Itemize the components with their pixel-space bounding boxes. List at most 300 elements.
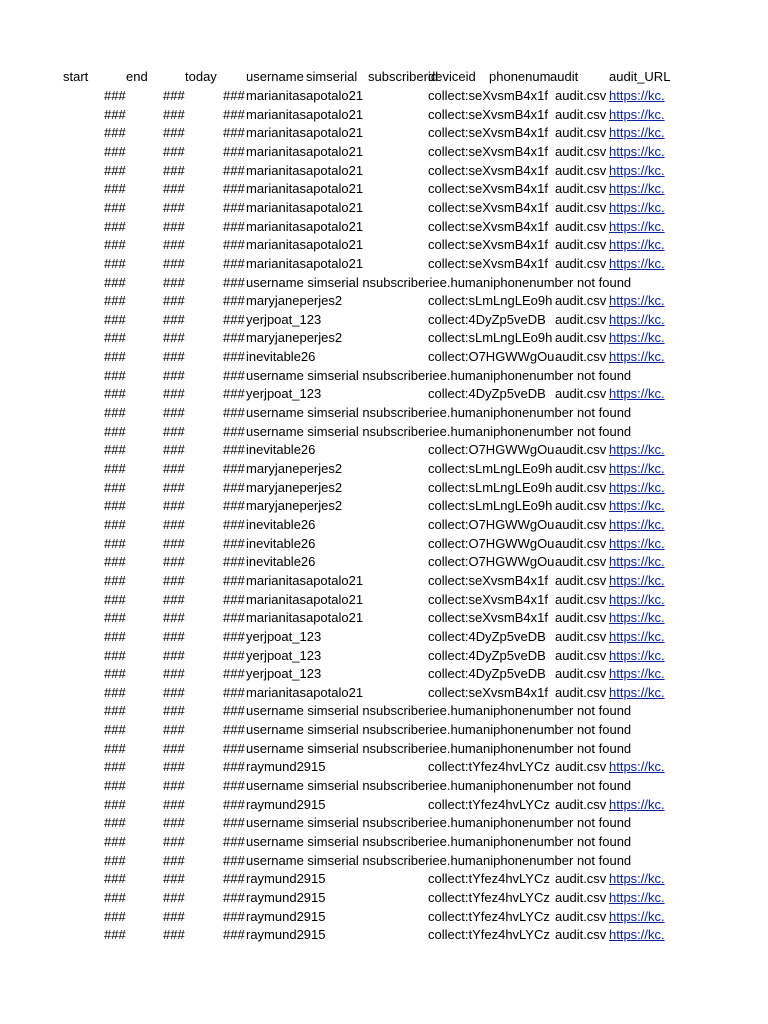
cell-audit-url-link[interactable]: https://kc.	[609, 889, 665, 905]
table-row	[0, 721, 768, 740]
cell-username: raymund2915	[246, 889, 326, 905]
cell-username: marianitasapotalo21	[246, 143, 364, 159]
cell-end: ###	[163, 740, 185, 756]
cell-deviceid: collect:seXvsmB4x1f	[428, 181, 548, 197]
cell-today: ###	[223, 759, 245, 775]
cell-audit-url-link[interactable]: https://kc.	[609, 218, 665, 234]
cell-deviceid: collect:seXvsmB4x1f	[428, 237, 548, 253]
cell-start: ###	[104, 442, 126, 458]
cell-audit-url-link[interactable]: https://kc.	[609, 908, 665, 924]
cell-today: ###	[223, 143, 245, 159]
cell-today: ###	[223, 852, 245, 868]
cell-audit-url-link[interactable]: https://kc.	[609, 255, 665, 271]
cell-end: ###	[163, 311, 185, 327]
cell-username: marianitasapotalo21	[246, 88, 364, 103]
table-row	[0, 758, 768, 777]
cell-audit: audit.csv	[555, 889, 607, 905]
cell-today: ###	[223, 367, 245, 383]
cell-today: ###	[223, 647, 245, 663]
cell-end: ###	[163, 367, 185, 383]
cell-end: ###	[163, 442, 185, 458]
cell-error-message: username simserial nsubscriberiee.humaniphonenumber not found	[246, 834, 632, 849]
cell-today: ###	[223, 610, 245, 626]
cell-username: marianitasapotalo21	[246, 199, 364, 215]
cell-today: ###	[223, 349, 245, 365]
table-row	[0, 180, 768, 199]
cell-start: ###	[104, 796, 126, 812]
cell-audit: audit.csv	[555, 386, 607, 402]
cell-username: marianitasapotalo21	[246, 162, 364, 178]
cell-username: marianitasapotalo21	[246, 591, 364, 607]
cell-audit: audit.csv	[555, 143, 607, 159]
cell-audit-url-link[interactable]: https://kc.	[609, 106, 665, 122]
cell-start: ###	[104, 871, 126, 887]
cell-today: ###	[223, 106, 245, 122]
cell-deviceid: collect:seXvsmB4x1f	[428, 106, 548, 122]
cell-audit-url-link[interactable]: https://kc.	[609, 293, 665, 309]
cell-deviceid: collect:seXvsmB4x1f	[428, 143, 548, 159]
cell-end: ###	[163, 554, 185, 570]
cell-username: raymund2915	[246, 796, 326, 812]
cell-end: ###	[163, 461, 185, 476]
cell-deviceid: collect:4DyZp5veDB	[428, 311, 546, 327]
cell-today: ###	[223, 218, 245, 234]
cell-deviceid: collect:tYfez4hvLYCz	[428, 796, 550, 812]
cell-username: yerjpoat_123	[246, 628, 322, 644]
cell-audit-url-link[interactable]: https://kc.	[609, 666, 665, 682]
header-phonenumber: phonenum	[489, 69, 551, 84]
cell-audit: audit.csv	[555, 199, 607, 215]
cell-audit-url-link[interactable]: https://kc.	[609, 386, 665, 402]
cell-audit: audit.csv	[555, 610, 607, 626]
cell-end: ###	[163, 759, 185, 775]
cell-audit-url-link[interactable]: https://kc.	[609, 199, 665, 215]
cell-end: ###	[163, 628, 185, 644]
cell-start: ###	[104, 516, 126, 532]
cell-audit-url-link[interactable]: https://kc.	[609, 88, 665, 103]
cell-today: ###	[223, 125, 245, 141]
cell-username: maryjaneperjes2	[246, 330, 343, 346]
cell-deviceid: collect:seXvsmB4x1f	[428, 610, 548, 626]
cell-username: yerjpoat_123	[246, 386, 322, 402]
cell-username: marianitasapotalo21	[246, 125, 364, 141]
cell-start: ###	[104, 591, 126, 607]
table-row	[0, 684, 768, 703]
cell-today: ###	[223, 181, 245, 197]
cell-deviceid: collect:sLmLngLEo9h	[428, 498, 553, 514]
cell-audit-url-link[interactable]: https://kc.	[609, 796, 665, 812]
header-simserial: simserial	[306, 69, 358, 84]
cell-username: maryjaneperjes2	[246, 293, 343, 309]
cell-audit-url-link[interactable]: https://kc.	[609, 628, 665, 644]
cell-audit-url-link[interactable]: https://kc.	[609, 461, 665, 476]
cell-audit-url-link[interactable]: https://kc.	[609, 572, 665, 588]
cell-end: ###	[163, 647, 185, 663]
cell-audit-url-link[interactable]: https://kc.	[609, 498, 665, 514]
cell-error-message: username simserial nsubscriberiee.humaniphonenumber not found	[246, 778, 632, 794]
cell-audit-url-link[interactable]: https://kc.	[609, 647, 665, 663]
cell-end: ###	[163, 778, 185, 794]
cell-start: ###	[104, 311, 126, 327]
cell-deviceid: collect:seXvsmB4x1f	[428, 162, 548, 178]
cell-today: ###	[223, 666, 245, 682]
cell-end: ###	[163, 927, 185, 943]
cell-audit: audit.csv	[555, 647, 607, 663]
cell-audit: audit.csv	[555, 498, 607, 514]
cell-today: ###	[223, 386, 245, 402]
table-row	[0, 218, 768, 237]
table-row	[0, 796, 768, 815]
cell-username: raymund2915	[246, 908, 326, 924]
table-row	[0, 926, 768, 945]
cell-start: ###	[104, 274, 126, 290]
cell-start: ###	[104, 498, 126, 514]
header-end: end	[126, 69, 148, 84]
cell-deviceid: collect:seXvsmB4x1f	[428, 684, 548, 700]
cell-error-message: username simserial nsubscriberiee.humaniphonenumber not found	[246, 423, 632, 439]
cell-start: ###	[104, 349, 126, 365]
cell-deviceid: collect:O7HGWWgOu	[428, 349, 555, 365]
cell-start: ###	[104, 423, 126, 439]
cell-end: ###	[163, 498, 185, 514]
cell-today: ###	[223, 330, 245, 346]
cell-today: ###	[223, 815, 245, 831]
cell-start: ###	[104, 479, 126, 495]
table-row	[0, 609, 768, 628]
cell-start: ###	[104, 199, 126, 215]
cell-audit-url-link[interactable]: https://kc.	[609, 554, 665, 570]
cell-deviceid: collect:O7HGWWgOu	[428, 516, 555, 532]
cell-username: marianitasapotalo21	[246, 237, 364, 253]
table-row	[0, 385, 768, 404]
cell-start: ###	[104, 181, 126, 197]
cell-username: marianitasapotalo21	[246, 684, 364, 700]
table-row	[0, 348, 768, 367]
cell-today: ###	[223, 274, 245, 290]
cell-audit-url-link[interactable]: https://kc.	[609, 143, 665, 159]
cell-end: ###	[163, 330, 185, 346]
cell-audit: audit.csv	[555, 591, 607, 607]
cell-end: ###	[163, 423, 185, 439]
table-row	[0, 665, 768, 684]
cell-username: inevitable26	[246, 349, 316, 365]
cell-deviceid: collect:sLmLngLEo9h	[428, 293, 553, 309]
cell-today: ###	[223, 927, 245, 943]
cell-end: ###	[163, 591, 185, 607]
cell-start: ###	[104, 572, 126, 588]
cell-today: ###	[223, 684, 245, 700]
cell-start: ###	[104, 554, 126, 570]
cell-audit-url-link[interactable]: https://kc.	[609, 479, 665, 495]
cell-deviceid: collect:O7HGWWgOu	[428, 554, 555, 570]
cell-end: ###	[163, 535, 185, 551]
cell-error-message: username simserial nsubscriberiee.humaniphonenumber not found	[246, 740, 632, 756]
cell-audit: audit.csv	[555, 330, 607, 346]
cell-start: ###	[104, 218, 126, 234]
cell-end: ###	[163, 162, 185, 178]
cell-audit-url-link[interactable]: https://kc.	[609, 684, 665, 700]
cell-end: ###	[163, 405, 185, 421]
cell-end: ###	[163, 386, 185, 402]
table-row	[0, 292, 768, 311]
cell-error-message: username simserial nsubscriberiee.humaniphonenumber not found	[246, 815, 632, 831]
cell-start: ###	[104, 889, 126, 905]
cell-deviceid: collect:4DyZp5veDB	[428, 628, 546, 644]
cell-audit: audit.csv	[555, 871, 607, 887]
table-row	[0, 647, 768, 666]
cell-audit: audit.csv	[555, 927, 607, 943]
cell-username: yerjpoat_123	[246, 666, 322, 682]
cell-deviceid: collect:4DyZp5veDB	[428, 386, 546, 402]
cell-start: ###	[104, 330, 126, 346]
cell-audit: audit.csv	[555, 106, 607, 122]
cell-end: ###	[163, 274, 185, 290]
cell-today: ###	[223, 778, 245, 794]
cell-audit-url-link[interactable]: https://kc.	[609, 871, 665, 887]
cell-audit: audit.csv	[555, 516, 607, 532]
table-row	[0, 572, 768, 591]
cell-start: ###	[104, 88, 126, 103]
cell-end: ###	[163, 349, 185, 365]
table-row	[0, 889, 768, 908]
cell-start: ###	[104, 834, 126, 849]
cell-username: marianitasapotalo21	[246, 255, 364, 271]
cell-start: ###	[104, 610, 126, 626]
cell-today: ###	[223, 591, 245, 607]
cell-today: ###	[223, 162, 245, 178]
cell-today: ###	[223, 237, 245, 253]
cell-error-message: username simserial nsubscriberiee.humaniphonenumber not found	[246, 274, 632, 290]
cell-audit-url-link[interactable]: https://kc.	[609, 162, 665, 178]
cell-end: ###	[163, 722, 185, 738]
cell-audit: audit.csv	[555, 88, 607, 103]
cell-today: ###	[223, 628, 245, 644]
header-subscriberid: subscriberid	[368, 69, 439, 84]
cell-username: maryjaneperjes2	[246, 498, 343, 514]
cell-username: inevitable26	[246, 554, 316, 570]
cell-deviceid: collect:4DyZp5veDB	[428, 647, 546, 663]
table-row	[0, 628, 768, 647]
cell-audit: audit.csv	[555, 666, 607, 682]
cell-audit: audit.csv	[555, 572, 607, 588]
cell-username: marianitasapotalo21	[246, 610, 364, 626]
table-row	[0, 255, 768, 274]
cell-audit-url-link[interactable]: https://kc.	[609, 759, 665, 775]
cell-audit: audit.csv	[555, 479, 607, 495]
cell-today: ###	[223, 908, 245, 924]
table-row	[0, 87, 768, 106]
table-row	[0, 367, 768, 386]
cell-today: ###	[223, 255, 245, 271]
cell-username: yerjpoat_123	[246, 311, 322, 327]
header-today: today	[185, 69, 217, 84]
cell-today: ###	[223, 293, 245, 309]
cell-audit-url-link[interactable]: https://kc.	[609, 237, 665, 253]
cell-audit: audit.csv	[555, 442, 607, 458]
cell-deviceid: collect:seXvsmB4x1f	[428, 125, 548, 141]
cell-today: ###	[223, 461, 245, 476]
cell-today: ###	[223, 722, 245, 738]
cell-error-message: username simserial nsubscriberiee.humaniphonenumber not found	[246, 367, 632, 383]
cell-end: ###	[163, 703, 185, 719]
cell-deviceid: collect:seXvsmB4x1f	[428, 218, 548, 234]
cell-error-message: username simserial nsubscriberiee.humaniphonenumber not found	[246, 405, 632, 421]
cell-audit: audit.csv	[555, 311, 607, 327]
cell-start: ###	[104, 162, 126, 178]
header-deviceid: deviceid	[428, 69, 476, 84]
table-row	[0, 311, 768, 330]
table-row	[0, 908, 768, 927]
cell-audit-url-link[interactable]: https://kc.	[609, 311, 665, 327]
table-row	[0, 479, 768, 498]
cell-today: ###	[223, 442, 245, 458]
table-row	[0, 870, 768, 889]
cell-audit: audit.csv	[555, 162, 607, 178]
cell-end: ###	[163, 479, 185, 495]
cell-today: ###	[223, 199, 245, 215]
cell-audit-url-link[interactable]: https://kc.	[609, 181, 665, 197]
cell-start: ###	[104, 927, 126, 943]
table-row	[0, 833, 768, 852]
cell-username: marianitasapotalo21	[246, 181, 364, 197]
cell-deviceid: collect:tYfez4hvLYCz	[428, 927, 550, 943]
table-row	[0, 441, 768, 460]
cell-username: raymund2915	[246, 927, 326, 943]
table-row	[0, 535, 768, 554]
cell-audit-url-link[interactable]: https://kc.	[609, 125, 665, 141]
cell-deviceid: collect:O7HGWWgOu	[428, 442, 555, 458]
cell-start: ###	[104, 237, 126, 253]
cell-end: ###	[163, 815, 185, 831]
cell-end: ###	[163, 125, 185, 141]
cell-start: ###	[104, 778, 126, 794]
cell-today: ###	[223, 311, 245, 327]
cell-end: ###	[163, 106, 185, 122]
cell-today: ###	[223, 498, 245, 514]
cell-today: ###	[223, 871, 245, 887]
table-row	[0, 199, 768, 218]
cell-today: ###	[223, 703, 245, 719]
cell-today: ###	[223, 796, 245, 812]
cell-end: ###	[163, 88, 185, 103]
cell-today: ###	[223, 554, 245, 570]
cell-audit: audit.csv	[555, 293, 607, 309]
cell-audit-url-link[interactable]: https://kc.	[609, 516, 665, 532]
cell-audit: audit.csv	[555, 181, 607, 197]
cell-audit: audit.csv	[555, 349, 607, 365]
cell-username: inevitable26	[246, 442, 316, 458]
cell-deviceid: collect:4DyZp5veDB	[428, 666, 546, 682]
header-row	[0, 68, 768, 87]
cell-end: ###	[163, 143, 185, 159]
cell-end: ###	[163, 237, 185, 253]
cell-audit: audit.csv	[555, 461, 607, 476]
cell-deviceid: collect:sLmLngLEo9h	[428, 330, 553, 346]
cell-deviceid: collect:tYfez4hvLYCz	[428, 908, 550, 924]
table-row	[0, 329, 768, 348]
cell-start: ###	[104, 628, 126, 644]
table-row	[0, 162, 768, 181]
cell-deviceid: collect:seXvsmB4x1f	[428, 199, 548, 215]
cell-today: ###	[223, 889, 245, 905]
cell-end: ###	[163, 889, 185, 905]
cell-start: ###	[104, 703, 126, 719]
cell-start: ###	[104, 852, 126, 868]
cell-today: ###	[223, 516, 245, 532]
cell-audit-url-link[interactable]: https://kc.	[609, 349, 665, 365]
cell-start: ###	[104, 255, 126, 271]
cell-end: ###	[163, 852, 185, 868]
cell-start: ###	[104, 740, 126, 756]
cell-end: ###	[163, 255, 185, 271]
cell-deviceid: collect:tYfez4hvLYCz	[428, 871, 550, 887]
cell-end: ###	[163, 218, 185, 234]
cell-end: ###	[163, 796, 185, 812]
cell-audit-url-link[interactable]: https://kc.	[609, 927, 665, 943]
cell-audit-url-link[interactable]: https://kc.	[609, 610, 665, 626]
cell-audit-url-link[interactable]: https://kc.	[609, 535, 665, 551]
table-row	[0, 553, 768, 572]
cell-username: raymund2915	[246, 759, 326, 775]
table-row	[0, 106, 768, 125]
table-row	[0, 274, 768, 293]
table-row	[0, 702, 768, 721]
cell-audit: audit.csv	[555, 759, 607, 775]
cell-username: maryjaneperjes2	[246, 479, 343, 495]
cell-today: ###	[223, 423, 245, 439]
cell-audit: audit.csv	[555, 796, 607, 812]
cell-end: ###	[163, 199, 185, 215]
cell-audit: audit.csv	[555, 628, 607, 644]
cell-audit: audit.csv	[555, 125, 607, 141]
cell-audit: audit.csv	[555, 684, 607, 700]
cell-audit-url-link[interactable]: https://kc.	[609, 442, 665, 458]
cell-audit: audit.csv	[555, 218, 607, 234]
cell-today: ###	[223, 88, 245, 103]
cell-username: inevitable26	[246, 516, 316, 532]
table-row	[0, 236, 768, 255]
cell-start: ###	[104, 106, 126, 122]
cell-audit-url-link[interactable]: https://kc.	[609, 330, 665, 346]
cell-today: ###	[223, 535, 245, 551]
cell-end: ###	[163, 908, 185, 924]
table-row	[0, 814, 768, 833]
cell-start: ###	[104, 125, 126, 141]
cell-start: ###	[104, 722, 126, 738]
cell-error-message: username simserial nsubscriberiee.humaniphonenumber not found	[246, 722, 632, 738]
cell-start: ###	[104, 759, 126, 775]
cell-today: ###	[223, 834, 245, 849]
table-row	[0, 852, 768, 871]
cell-start: ###	[104, 293, 126, 309]
cell-username: raymund2915	[246, 871, 326, 887]
cell-deviceid: collect:sLmLngLEo9h	[428, 461, 553, 476]
cell-today: ###	[223, 740, 245, 756]
cell-today: ###	[223, 572, 245, 588]
cell-deviceid: collect:sLmLngLEo9h	[428, 479, 553, 495]
table-row	[0, 404, 768, 423]
cell-start: ###	[104, 666, 126, 682]
cell-deviceid: collect:seXvsmB4x1f	[428, 255, 548, 271]
cell-start: ###	[104, 386, 126, 402]
cell-end: ###	[163, 293, 185, 309]
cell-deviceid: collect:O7HGWWgOu	[428, 535, 555, 551]
cell-username: marianitasapotalo21	[246, 572, 364, 588]
cell-audit-url-link[interactable]: https://kc.	[609, 591, 665, 607]
cell-deviceid: collect:tYfez4hvLYCz	[428, 889, 550, 905]
cell-deviceid: collect:seXvsmB4x1f	[428, 88, 548, 103]
cell-username: maryjaneperjes2	[246, 461, 343, 476]
